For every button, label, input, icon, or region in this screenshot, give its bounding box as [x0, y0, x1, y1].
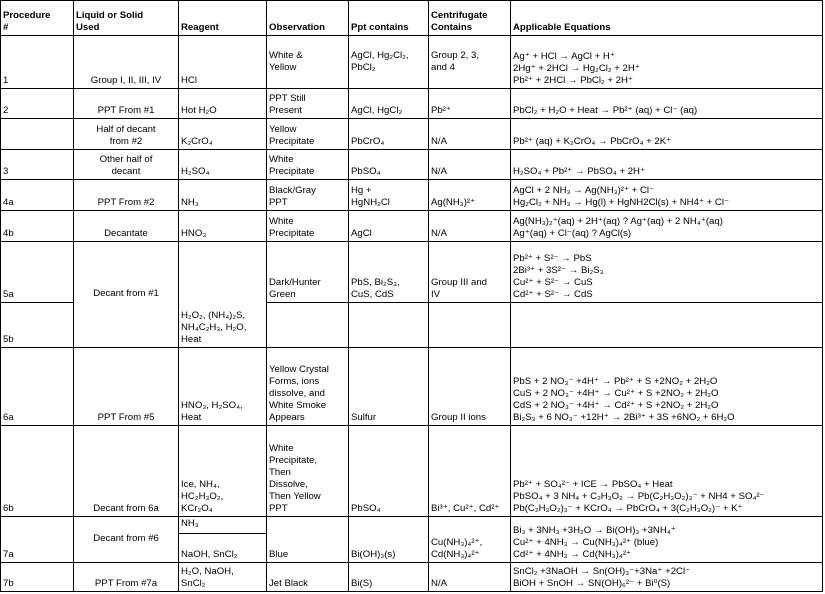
- centrifugate-cell: Pb²⁺: [429, 89, 511, 119]
- equations-cell: Bi₃ + 3NH₃ +3H₂O → Bi(OH)₃ +3NH₄⁺ Cu²⁺ + 4NH₃ → Cu(NH₃)₄²⁺ (blue) Cd²⁺ + 4NH₃ → Cd(NH₃)₄²⁺: [511, 517, 823, 563]
- liquid-cell: PPT From #7a: [74, 563, 179, 592]
- equations-cell: Pb²⁺ + S²⁻ → PbS 2Bi³⁺ + 3S²⁻ → Bi₂S₃ Cu²⁺ + S²⁻ → CuS Cd²⁺ + S²⁻ → CdS: [511, 242, 823, 303]
- observation-cell: Blue: [267, 517, 349, 563]
- centrifugate-cell: N/A: [429, 150, 511, 180]
- observation-cell: [267, 303, 349, 348]
- ppt-cell: Bi(S): [349, 563, 429, 592]
- ppt-cell: PbSO₄: [349, 426, 429, 517]
- ppt-cell: PbS, Bi₂S₃, CuS, CdS: [349, 242, 429, 303]
- reagent-cell: NH₃: [179, 517, 267, 534]
- procedure-number: [1, 119, 74, 150]
- equations-cell: Pb²⁺ (aq) + K₂CrO₄ → PbCrO₄ + 2K⁺: [511, 119, 823, 150]
- equations-cell: Pb²⁺ + SO₄²⁻ + ICE → PbSO₄ + Heat PbSO₄ + 3 NH₄ + C₂H₃O₂ → Pb(C₂H₃O₂)₃⁻ + NH4 + SO₄²⁻ Pb(C₂H₃O₂)₃⁻ + KCrO₄ → PbCrO₄ + 3(C₂H₃O₂)⁻ + K⁺: [511, 426, 823, 517]
- header-observation: Observation: [267, 1, 349, 36]
- liquid-cell: Decantate: [74, 211, 179, 242]
- header-centrifugate: Centrifugate Contains: [429, 1, 511, 36]
- equations-cell: Ag⁺ + HCl → AgCl + H⁺ 2Hg⁺ + 2HCl → Hg₂Cl₂ + 2H⁺ Pb²⁺ + 2HCl → PbCl₂ + 2H⁺: [511, 36, 823, 89]
- ppt-cell: [349, 303, 429, 348]
- observation-cell: White Precipitate: [267, 150, 349, 180]
- procedure-number: 4a: [1, 180, 74, 211]
- equations-cell: [511, 303, 823, 348]
- observation-cell: PPT Still Present: [267, 89, 349, 119]
- table-row: [1, 211, 823, 242]
- ppt-cell: AgCl: [349, 211, 429, 242]
- procedure-number: 7a: [1, 517, 74, 563]
- procedure-number: 6b: [1, 426, 74, 517]
- liquid-cell: Decant from #6: [74, 517, 179, 563]
- centrifugate-cell: N/A: [429, 119, 511, 150]
- centrifugate-cell: Ag(NH₃)²⁺: [429, 180, 511, 211]
- liquid-cell: PPT From #1: [74, 89, 179, 119]
- equations-cell: H₂SO₄ + Pb²⁺ → PbSO₄ + 2H⁺: [511, 150, 823, 180]
- reagent-cell: Ice, NH₄, HC₂H₃O₂, KCr₂O₄: [179, 426, 267, 517]
- procedure-number: 3: [1, 150, 74, 180]
- reagent-cell: NH₃: [179, 180, 267, 211]
- procedure-number: 4b: [1, 211, 74, 242]
- observation-cell: Dark/Hunter Green: [267, 242, 349, 303]
- ppt-cell: Sulfur: [349, 348, 429, 426]
- equations-cell: PbCl₂ + H₂O + Heat → Pb²⁺ (aq) + Cl⁻ (aq): [511, 89, 823, 119]
- centrifugate-cell: Group II ions: [429, 348, 511, 426]
- liquid-cell: Decant from 6a: [74, 426, 179, 517]
- reagent-cell: H₂O, NaOH, SnCl₂: [179, 563, 267, 592]
- centrifugate-cell: N/A: [429, 211, 511, 242]
- observation-cell: Yellow Crystal Forms, ions dissolve, and White Smoke Appears: [267, 348, 349, 426]
- table-row: [1, 89, 823, 119]
- centrifugate-cell: Group III and IV: [429, 242, 511, 303]
- ppt-cell: AgCl, Hg₂Cl₂, PbCl₂: [349, 36, 429, 89]
- table-row: [1, 242, 823, 303]
- table-row: [1, 563, 823, 592]
- reagent-cell: Hot H₂O: [179, 89, 267, 119]
- observation-cell: Yellow Precipitate: [267, 119, 349, 150]
- liquid-cell: PPT From #2: [74, 180, 179, 211]
- observation-cell: Black/Gray PPT: [267, 180, 349, 211]
- liquid-cell: Half of decant from #2: [74, 119, 179, 150]
- centrifugate-cell: Bi³⁺, Cu²⁺, Cd²⁺: [429, 426, 511, 517]
- table-row: [1, 348, 823, 426]
- observation-cell: Jet Black: [267, 563, 349, 592]
- centrifugate-cell: [429, 303, 511, 348]
- procedure-number: 2: [1, 89, 74, 119]
- liquid-cell: Decant from #1: [74, 242, 179, 348]
- table-row: [1, 150, 823, 180]
- observation-cell: White Precipitate: [267, 211, 349, 242]
- ppt-cell: AgCl, HgCl₂: [349, 89, 429, 119]
- reagent-cell: HCl: [179, 36, 267, 89]
- ppt-cell: Hg + HgNH₂Cl: [349, 180, 429, 211]
- reagent-cell: H₂SO₄: [179, 150, 267, 180]
- liquid-cell: Other half of decant: [74, 150, 179, 180]
- equations-cell: SnCl₂ +3NaOH → Sn(OH)₃⁻+3Na⁺ +2Cl⁻ BiOH + SnOH → SN(OH)₆²⁻ + Bi⁰(S): [511, 563, 823, 592]
- header-equations: Applicable Equations: [511, 1, 823, 36]
- header-liquid-or-solid: Liquid or Solid Used: [74, 1, 179, 36]
- observation-cell: White & Yellow: [267, 36, 349, 89]
- header-procedure: Procedure #: [1, 1, 74, 36]
- table-row: [1, 517, 823, 534]
- equations-cell: PbS + 2 NO₃⁻ +4H⁺ → Pb²⁺ + S +2NO₂ + 2H₂O CuS + 2 NO₃⁻ +4H⁺ → Cu²⁺ + S +2NO₂ + 2H₂O CdS + 2 NO₃⁻ +4H⁺ → Cd²⁺ + S +2NO₂ + 2H₂O Bi₂S₃ + 6 NO₃⁻ +12H⁺ → 2Bi³⁺ + 3S +6NO₂ + 6H₂O: [511, 348, 823, 426]
- procedure-number: 5a: [1, 242, 74, 303]
- header-ppt-contains: Ppt contains: [349, 1, 429, 36]
- reagent-cell: H₂O₂, (NH₄)₂S, NH₄C₂H₃, H₂O, Heat: [179, 242, 267, 348]
- table-row: [1, 180, 823, 211]
- reagent-cell: HNO₃: [179, 211, 267, 242]
- procedure-number: 5b: [1, 303, 74, 348]
- ppt-cell: PbSO₄: [349, 150, 429, 180]
- equations-cell: AgCl + 2 NH₃ → Ag(NH₃)²⁺ + Cl⁻ Hg₂Cl₂ + NH₃ → Hg(l) + HgNH2Cl(s) + NH4⁺ + Cl⁻: [511, 180, 823, 211]
- centrifugate-cell: N/A: [429, 563, 511, 592]
- liquid-cell: Group I, II, III, IV: [74, 36, 179, 89]
- reagent-cell: K₂CrO₄: [179, 119, 267, 150]
- reagent-cell: HNO₃, H₂SO₄, Heat: [179, 348, 267, 426]
- table-row: [1, 426, 823, 517]
- ppt-cell: PbCrO₄: [349, 119, 429, 150]
- table-row: [1, 36, 823, 89]
- table-row: [1, 119, 823, 150]
- header-reagent: Reagent: [179, 1, 267, 36]
- centrifugate-cell: Cu(NH₃)₄²⁺, Cd(NH₃)₄²⁺: [429, 517, 511, 563]
- procedure-number: 1: [1, 36, 74, 89]
- procedure-number: 6a: [1, 348, 74, 426]
- equations-cell: Ag(NH₃)₂⁺(aq) + 2H⁺(aq) ? Ag⁺(aq) + 2 NH₄⁺(aq) Ag⁺(aq) + Cl⁻(aq) ? AgCl(s): [511, 211, 823, 242]
- reagent-cell: NaOH, SnCl₂: [179, 534, 267, 563]
- header-row: [1, 1, 823, 36]
- procedure-number: 7b: [1, 563, 74, 592]
- liquid-cell: PPT From #5: [74, 348, 179, 426]
- centrifugate-cell: Group 2, 3, and 4: [429, 36, 511, 89]
- ppt-cell: Bi(OH)₃(s): [349, 517, 429, 563]
- observation-cell: White Precipitate, Then Dissolve, Then Yellow PPT: [267, 426, 349, 517]
